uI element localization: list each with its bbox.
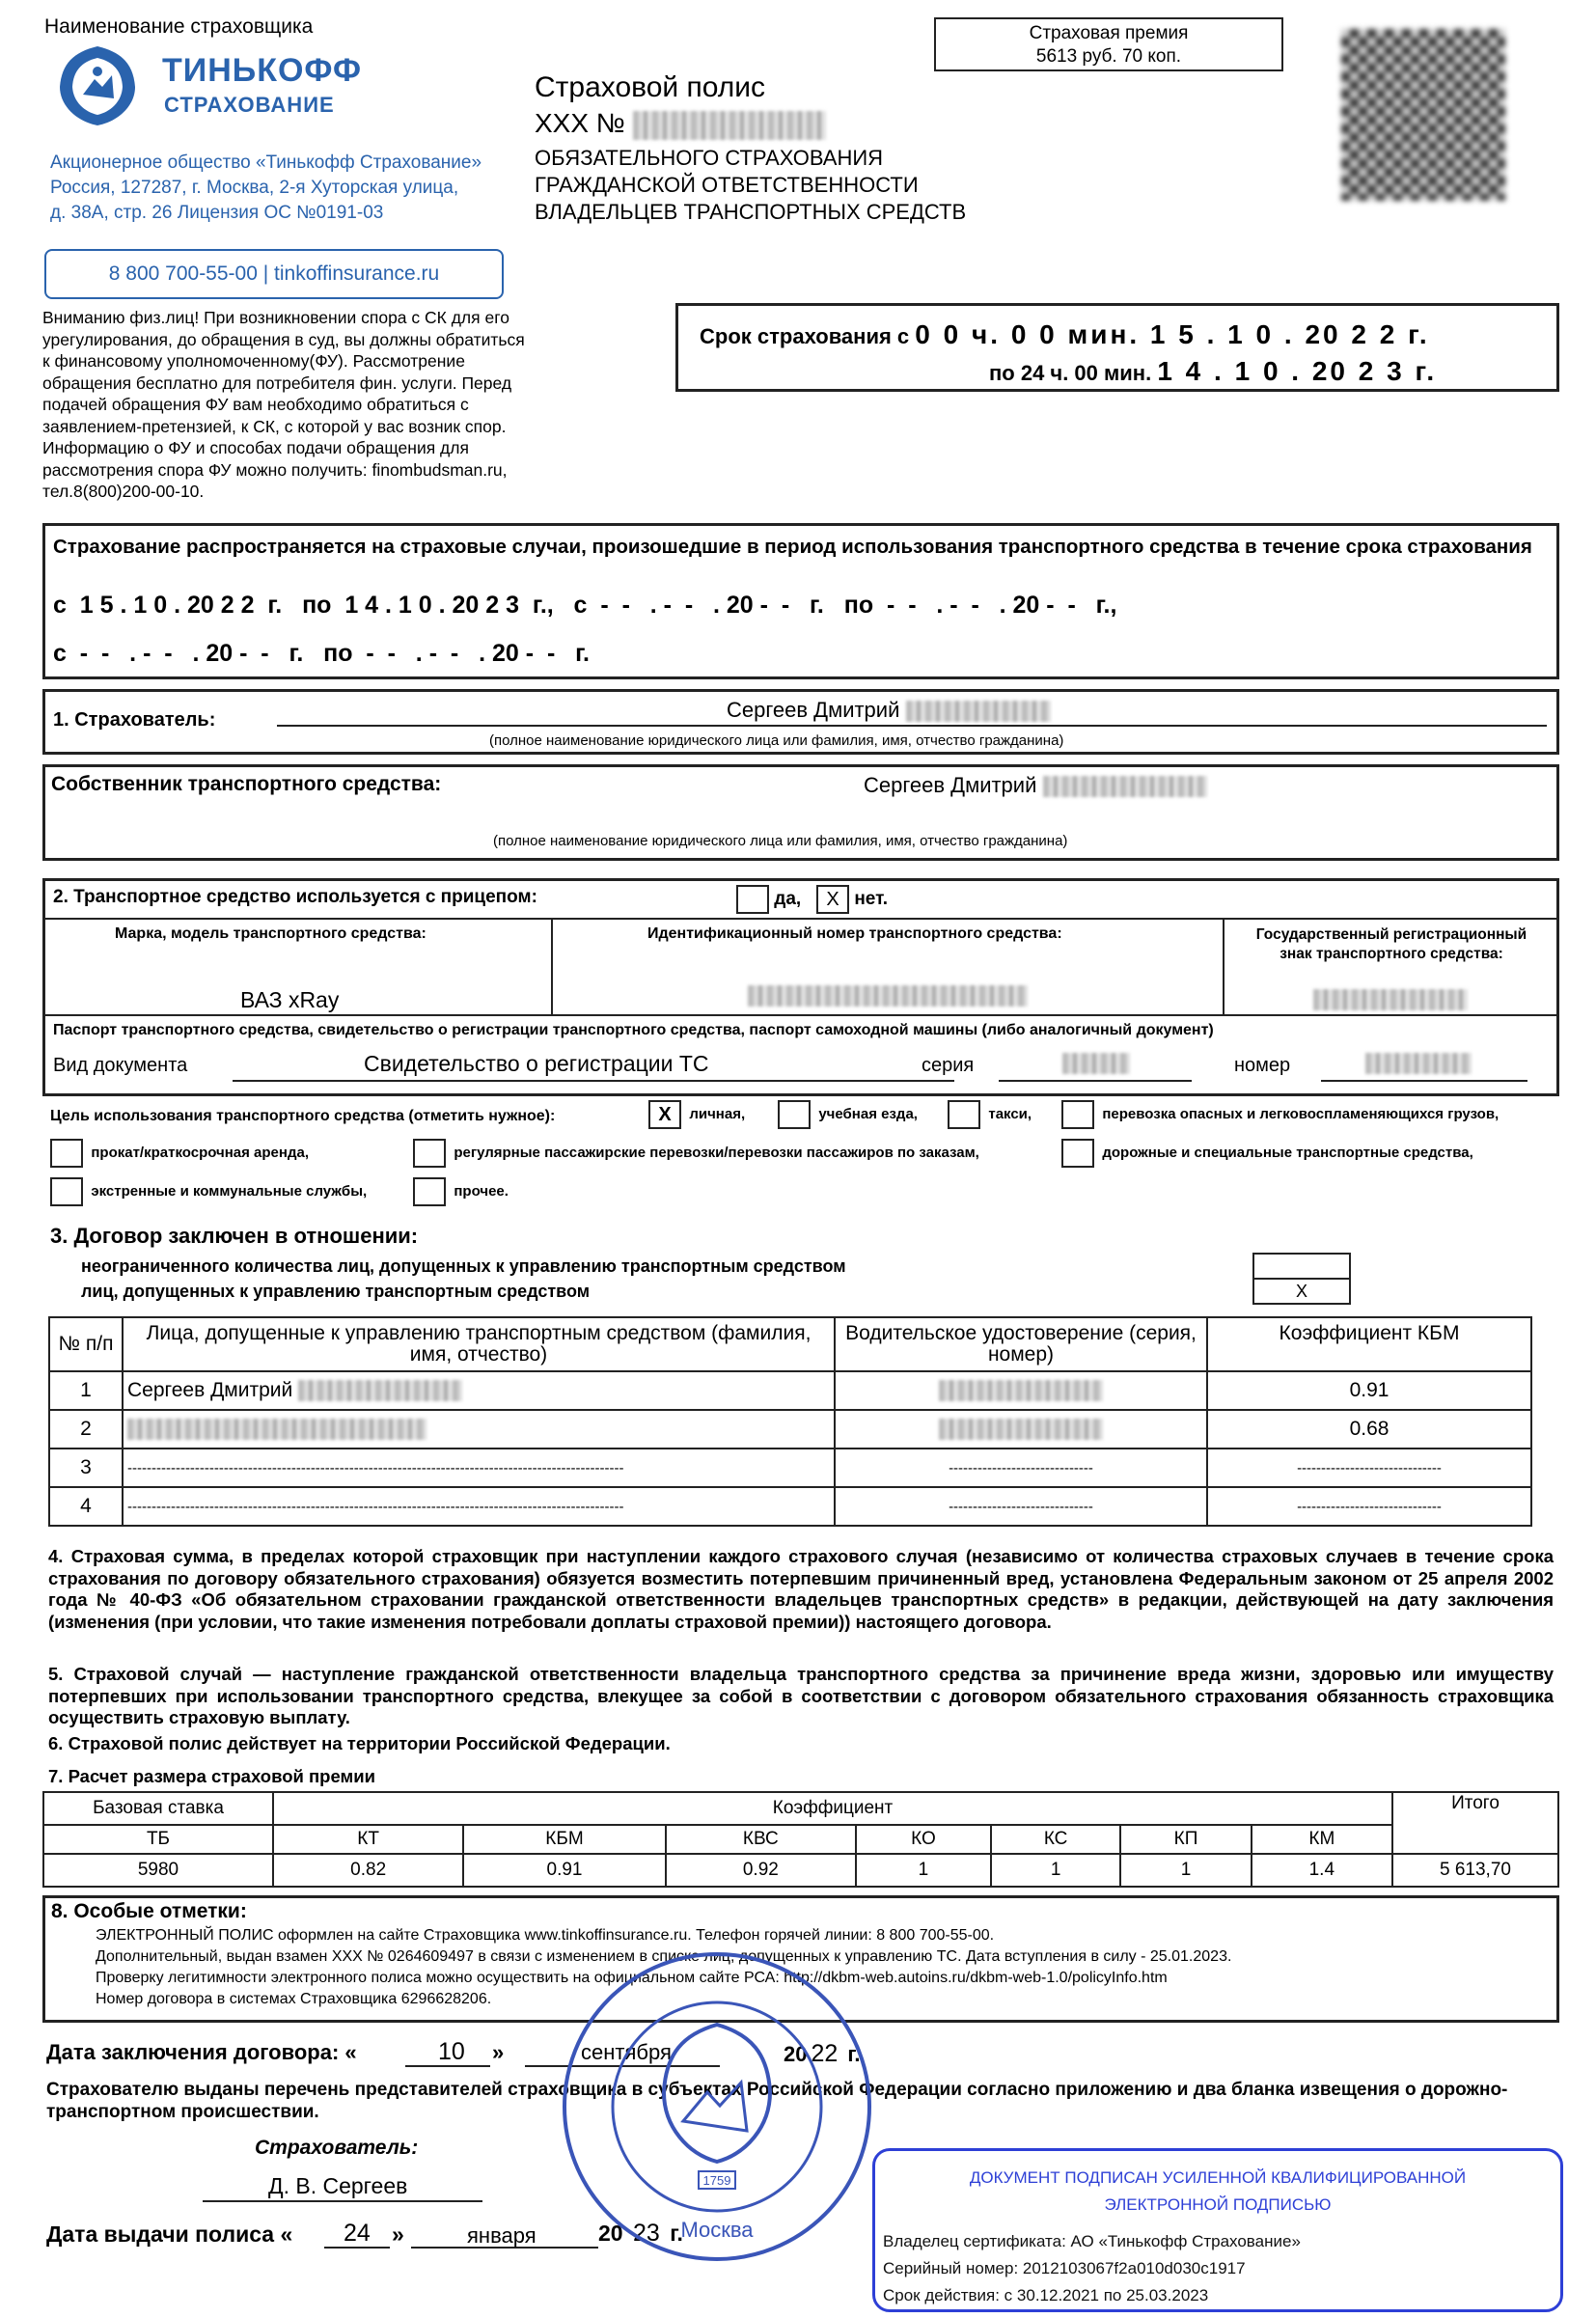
- total-value: 5 613,70: [1392, 1854, 1558, 1887]
- vin-value-redacted: [748, 985, 1028, 1007]
- purpose-item-other[interactable]: прочее.: [413, 1177, 509, 1206]
- drivers-table: [48, 1316, 1532, 1527]
- premium-label: Страховая премия: [1029, 23, 1189, 43]
- doc-series-label: серия: [922, 1055, 975, 1076]
- stamp-city: Москва: [680, 2218, 754, 2242]
- policy-subtitle1: ОБЯЗАТЕЛЬНОГО СТРАХОВАНИЯ: [535, 146, 884, 170]
- contract-opt1: неограниченного количества лиц, допущенных к управлению транспортным средством: [81, 1256, 846, 1276]
- col-num: № п/п: [49, 1317, 123, 1371]
- table-row: 3 ------------------------------------------------------------------------------------------------------- ------------------------------ ------------------------------: [49, 1449, 1531, 1487]
- stamp-year: 1759: [702, 2173, 731, 2188]
- company-address1: Россия, 127287, г. Москва, 2-я Хуторская улица,: [50, 178, 459, 198]
- esign-owner: Владелец сертификата: АО «Тинькофф Страхование»: [883, 2232, 1301, 2250]
- contract-opt2: лиц, допущенных к управлению транспортным средством: [81, 1282, 591, 1301]
- insured-label: 1. Страхователь:: [53, 709, 216, 731]
- special-title: 8. Особые отметки:: [51, 1900, 247, 1922]
- company-address2: д. 38А, стр. 26 Лицензия ОС №0191-03: [50, 203, 384, 223]
- issue-quote: »: [392, 2221, 404, 2247]
- trailer-yes-checkbox[interactable]: [736, 885, 769, 914]
- purpose-item-road[interactable]: дорожные и специальные транспортные средства,: [1061, 1139, 1473, 1168]
- coverage-box: [42, 523, 1559, 679]
- term-line1: Срок страхования с 0 0 ч. 0 0 мин. 1 5 . 1 0 . 20 2 2 г.: [700, 319, 1430, 349]
- purpose-label: Цель использования транспортного средства (отметить нужное):: [50, 1108, 556, 1124]
- special-line3: Проверку легитимности электронного полиса можно осуществить на официальном сайте РСА: http://dkbm-web.autoins.ru/dkbm-web-1.0/policyInfo.htm: [96, 1970, 1168, 1986]
- coverage-title: Страхование распространяется на страховые случаи, произошедшие в период использования транспортного средства в течение срока страхования: [53, 536, 1532, 558]
- coef-header: Коэффициент: [273, 1792, 1392, 1825]
- doc-number-label: номер: [1234, 1055, 1291, 1076]
- issue-month: января: [467, 2223, 537, 2248]
- col-license: Водительское удостоверение (серия, номер): [835, 1317, 1207, 1371]
- purpose-item-passenger[interactable]: регулярные пассажирские перевозки/перевозки пассажиров по заказам,: [413, 1139, 979, 1168]
- purpose-item-dangerous[interactable]: перевозка опасных и легковоспламеняющихся грузов,: [1061, 1100, 1499, 1129]
- plate-label: Государственный регистрационный знак транспортного средства:: [1255, 926, 1527, 962]
- conclusion-month: сентября: [581, 2040, 672, 2064]
- policy-subtitle2: ГРАЖДАНСКОЙ ОТВЕТСТВЕННОСТИ: [535, 173, 919, 197]
- doc-type-value: Свидетельство о регистрации ТС: [364, 1051, 709, 1076]
- owner-name: Сергеев Дмитрий: [864, 773, 1207, 798]
- owner-hint: (полное наименование юридического лица или фамилия, имя, отчество гражданина): [493, 833, 1068, 849]
- coverage-row1: с 1 5 . 1 0 . 20 2 2 г. по 1 4 . 1 0 . 20 2 3 г., с - - . - - . 20 - - г. по - - . - - . 20 - - г.,: [53, 592, 1117, 619]
- company-stamp: [558, 1947, 876, 2266]
- special-line2: Дополнительный, выдан взамен XXX № 0264609497 в связи с изменением в списке лиц, допущенных к управлению ТС. Дата вступления в силу - 25.01.2023.: [96, 1948, 1232, 1965]
- esign-validity: Срок действия: с 30.12.2021 по 25.03.2023: [883, 2286, 1209, 2304]
- esign-box: [872, 2148, 1563, 2312]
- issued-text: Страхователю выданы перечень представителей страховщика в субъектах Российской Федерации согласно приложению и два бланка извещения о дорожно-транспортном происшествии.: [46, 2080, 1508, 2122]
- stamp-seal-icon: [558, 1947, 876, 2266]
- total-header: Итого: [1392, 1792, 1558, 1854]
- signature-name: Д. В. Сергеев: [268, 2173, 408, 2198]
- col-kbm: Коэффициент КБМ: [1207, 1317, 1531, 1371]
- contact-box[interactable]: 8 800 700-55-00 | tinkoffinsurance.ru: [44, 249, 504, 299]
- doc-header: Паспорт транспортного средства, свидетельство о регистрации транспортного средства, паспорт самоходной машины (либо аналогичный документ): [53, 1022, 1214, 1038]
- contract-opt2-mark: X: [1295, 1282, 1307, 1301]
- policy-title: Страховой полис: [535, 71, 766, 103]
- contract-title: 3. Договор заключен в отношении:: [50, 1224, 419, 1248]
- clause-7: 7. Расчет размера страховой премии: [48, 1766, 375, 1786]
- table-row: 2 0.68: [49, 1410, 1531, 1449]
- conclusion-label: Дата заключения договора: «: [46, 2040, 357, 2064]
- term-line2: по 24 ч. 00 мин. 1 4 . 1 0 . 20 2 3 г.: [989, 356, 1438, 386]
- clause-4: 4. Страховая сумма, в пределах которой страховщик при наступлении каждого страхового случая (независимо от количества страховых случаев в течение срока страхования по договору обязательного страхования) обязуется возместить потерпевшим причиненный вред, установлена Федеральным законом от 25 апреля 2002 года № 40-ФЗ «Об обязательном страховании гражданской ответственности владельцев транспортных средств» в редакции, действующей на дату заключения (изменения (при условии, что такие изменения потребовали доплаты страховой премии)) настоящего договора.: [48, 1546, 1554, 1632]
- term-box: [675, 303, 1559, 392]
- calc-header-row: ТБ КТ КБМ КВС КО КС КП КМ: [43, 1825, 1558, 1854]
- logo-line2: СТРАХОВАНИЕ: [164, 93, 335, 117]
- col-name: Лица, допущенные к управлению транспортным средством (фамилия, имя, отчество): [123, 1317, 835, 1371]
- premium-box: [934, 17, 1283, 71]
- special-line1: ЭЛЕКТРОННЫЙ ПОЛИС оформлен на сайте Страховщика www.tinkoffinsurance.ru. Телефон горячей линии: 8 800 700-55-00.: [96, 1927, 995, 1944]
- esign-title2: ЭЛЕКТРОННОЙ ПОДПИСЬЮ: [1104, 2195, 1332, 2214]
- contract-opt-boxes[interactable]: [1252, 1253, 1351, 1305]
- insured-box: [42, 689, 1559, 755]
- purpose-item-personal[interactable]: X личная,: [648, 1100, 745, 1129]
- calc-value-row: 5980 0.82 0.91 0.92 1 1 1 1.4 5 613,70: [43, 1854, 1558, 1887]
- doc-type-label: Вид документа: [53, 1055, 188, 1076]
- fu-notice: Вниманию физ.лиц! При возникновении спора с СК для его урегулирования, до обращения в суд, вы должны обратиться к финансовому уполномоченному(ФУ). Рассмотрение обращения бесплатно для потребителя фин. услуги. Перед подачей обращения ФУ вам необходимо обратиться с заявлением-претензией, к СК, с которой у вас возник спор. Информацию о ФУ и способах подачи обращения для рассмотрения спора ФУ можно получить: finombudsman.ru, тел.8(800)200-00-10.: [42, 308, 525, 501]
- emblem-icon: [44, 42, 151, 129]
- table-row: 1 Сергеев Дмитрий 0.91: [49, 1371, 1531, 1410]
- owner-label: Собственник транспортного средства:: [51, 773, 442, 795]
- insured-hint: (полное наименование юридического лица или фамилия, имя, отчество гражданина): [489, 732, 1064, 749]
- owner-surname-redacted: [1043, 776, 1207, 797]
- coverage-row2: с - - . - - . 20 - - г. по - - . - - . 20 - - г.: [53, 640, 590, 667]
- issue-date-label: Дата выдачи полиса «: [46, 2221, 293, 2247]
- base-rate-header: Базовая ставка: [43, 1792, 273, 1825]
- policy-number-redacted: [633, 111, 826, 140]
- premium-calc-table: [42, 1791, 1559, 1888]
- clause-5: 5. Страховой случай — наступление гражданской ответственности владельца транспортного средства за причинение вреда жизни, здоровью или имуществу потерпевших при использовании транспортного средства, влекущее за собой в соответствии с договором обязательного страхования обязанность страховщика осуществить страховую выплату.: [48, 1664, 1554, 1727]
- vehicle-box: [42, 878, 1559, 1096]
- doc-number-redacted: [1365, 1053, 1472, 1074]
- owner-box: [42, 764, 1559, 861]
- signature-label: Страхователь:: [255, 2137, 419, 2159]
- purpose-item-taxi[interactable]: такси,: [948, 1100, 1032, 1129]
- issue-year: 20 23 г.: [598, 2220, 683, 2247]
- insured-surname-redacted: [906, 701, 1051, 722]
- company-name: Акционерное общество «Тинькофф Страхование»: [50, 152, 482, 173]
- conclusion-year: 20 22 г.: [784, 2040, 861, 2067]
- qr-code[interactable]: [1341, 29, 1505, 201]
- insured-name: Сергеев Дмитрий: [727, 698, 1051, 723]
- table-row: 4 ------------------------------------------------------------------------------------------------------- ------------------------------ ------------------------------: [49, 1487, 1531, 1526]
- special-line4: Номер договора в системах Страховщика 6296628206.: [96, 1991, 492, 2007]
- plate-value-redacted: [1313, 989, 1468, 1010]
- vin-label: Идентификационный номер транспортного средства:: [647, 925, 1062, 942]
- clause-6: 6. Страховой полис действует на территории Российской Федерации.: [48, 1733, 671, 1753]
- esign-title1: ДОКУМЕНТ ПОДПИСАН УСИЛЕННОЙ КВАЛИФИЦИРОВАННОЙ: [969, 2168, 1467, 2187]
- doc-series-redacted: [1062, 1053, 1130, 1074]
- insurer-heading: Наименование страховщика: [44, 15, 314, 38]
- trailer-no-checkbox[interactable]: X: [816, 885, 849, 914]
- conclusion-day: 10: [438, 2038, 465, 2065]
- premium-value: 5613 руб. 70 коп.: [1035, 46, 1182, 67]
- logo-line1: ТИНЬКОФФ: [162, 52, 362, 89]
- policy-subtitle3: ВЛАДЕЛЬЦЕВ ТРАНСПОРТНЫХ СРЕДСТВ: [535, 200, 967, 224]
- trailer-options: да, X нет.: [736, 885, 888, 914]
- make-value: ВАЗ xRay: [240, 987, 340, 1012]
- esign-serial: Серийный номер: 2012103067f2a010d030c1917: [883, 2259, 1246, 2277]
- purpose-item-rental[interactable]: прокат/краткосрочная аренда,: [50, 1139, 309, 1168]
- purpose-item-training[interactable]: учебная езда,: [778, 1100, 918, 1129]
- purpose-item-emergency[interactable]: экстренные и коммунальные службы,: [50, 1177, 367, 1206]
- conclusion-quote: »: [492, 2040, 505, 2064]
- issue-day: 24: [344, 2220, 371, 2247]
- policy-series: XXX №: [535, 108, 826, 140]
- tinkoff-logo: [44, 42, 430, 129]
- make-label: Марка, модель транспортного средства:: [115, 925, 427, 942]
- trailer-label: 2. Транспортное средство используется с прицепом:: [53, 887, 537, 907]
